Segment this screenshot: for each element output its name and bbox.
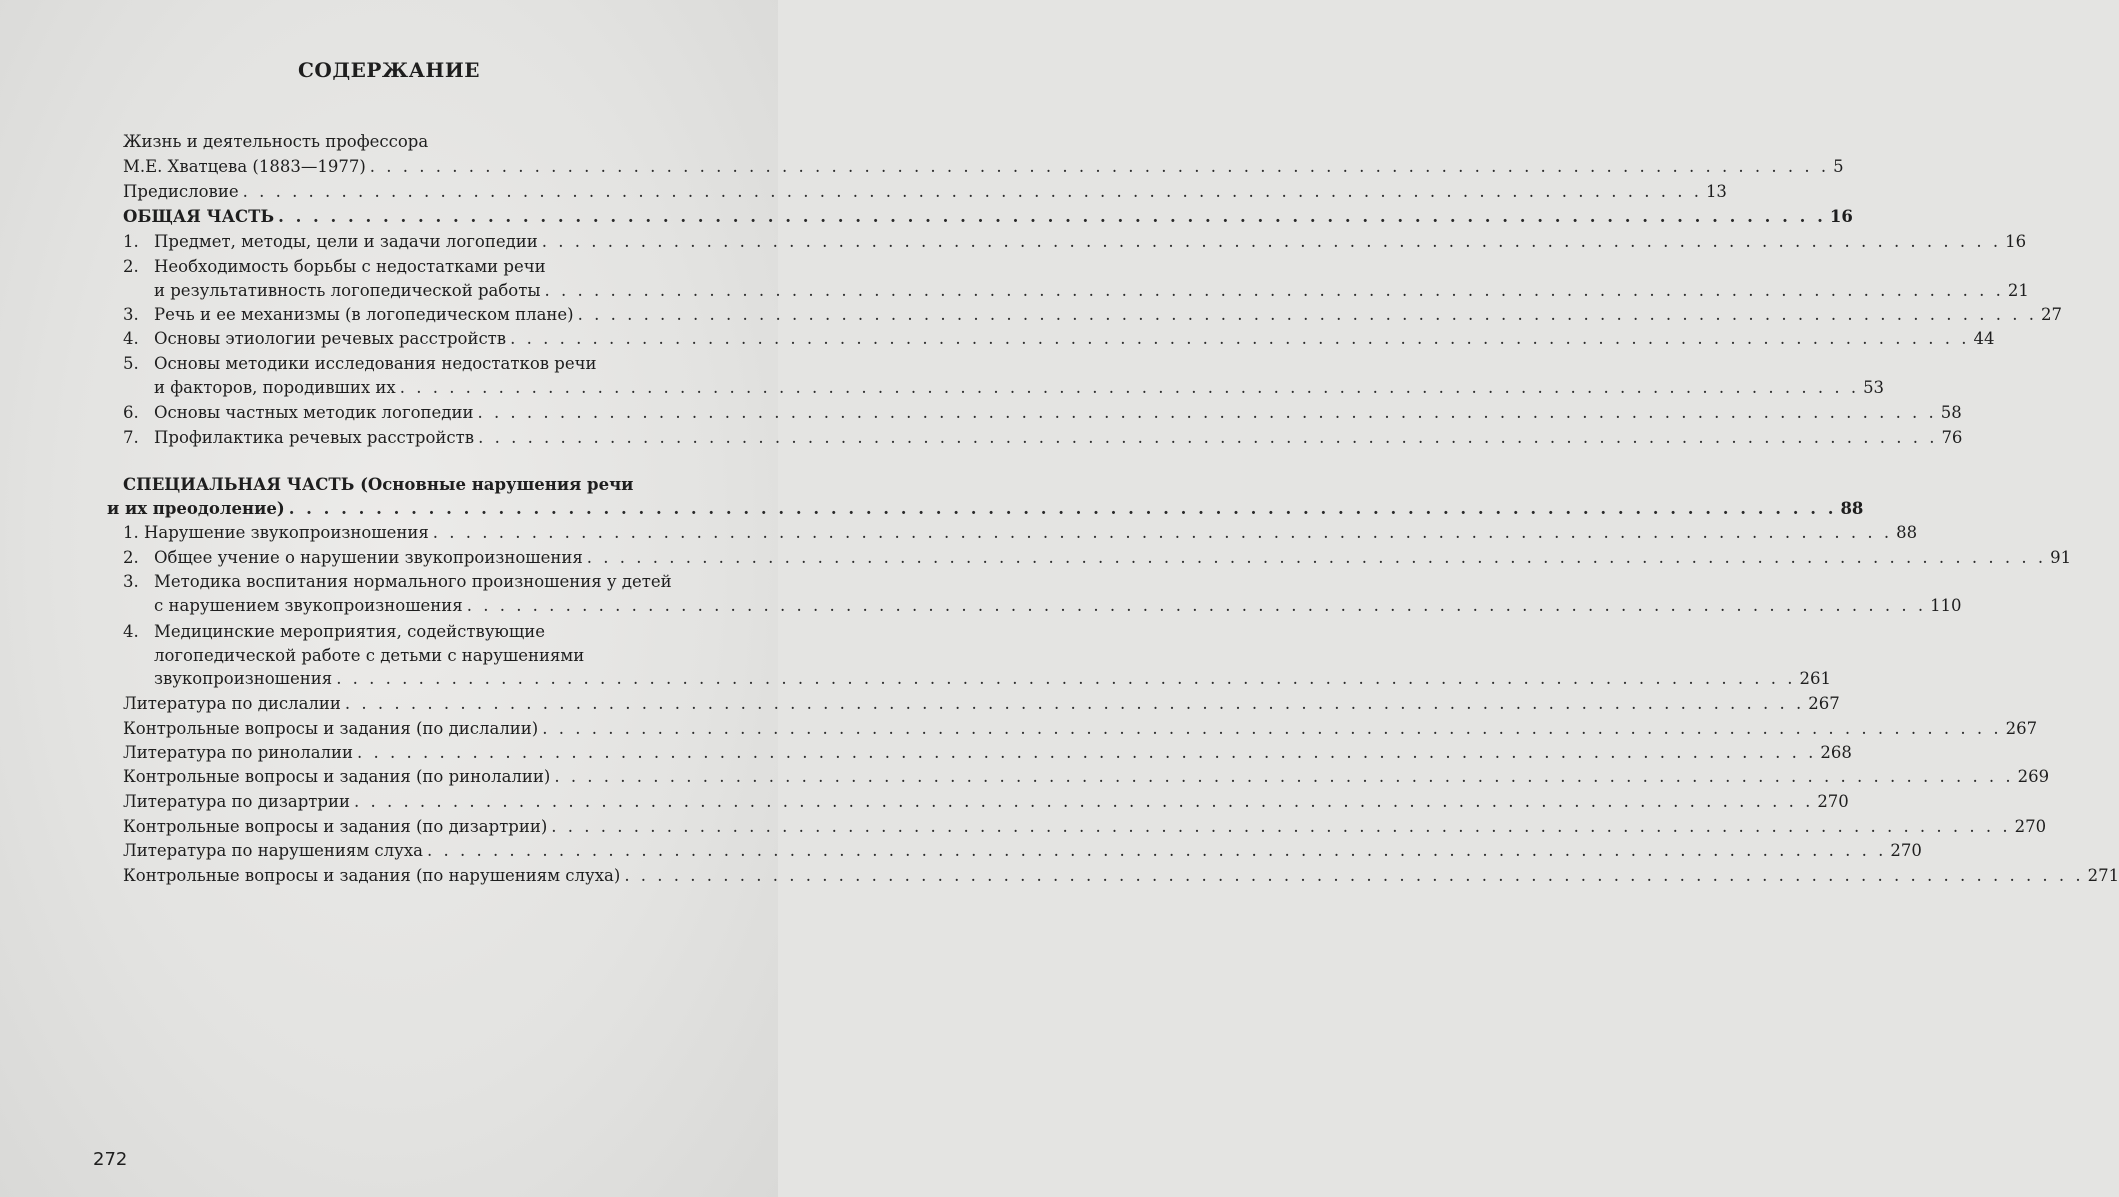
toc-entry-questions-hearing[interactable] <box>123 864 2119 888</box>
toc-entry-special-1[interactable] <box>123 521 1918 545</box>
toc-page-number: 76 <box>1941 428 1963 447</box>
toc-page-number: 53 <box>1863 378 1885 397</box>
toc-page-number: 58 <box>1940 403 1962 422</box>
toc-entry-lit-rhinolalia[interactable] <box>123 741 1852 765</box>
toc-page-number: 88 <box>1896 523 1918 542</box>
toc-special-part-line1: СПЕЦИАЛЬНАЯ ЧАСТЬ (Основные нарушения речи <box>123 475 634 494</box>
toc-page-number: 268 <box>1820 743 1852 762</box>
dot-leader: . . . . . . . . . . . . . . . . . . . . . . . . . . . . . . . . . . . . . . . . . . . . . . . . . . . . . . . . . . . . . . . . . . . . . . . . . . . . . . . . . . . . . . . . . <box>510 329 1970 348</box>
toc-entry-general-5[interactable] <box>154 376 1885 400</box>
toc-entry-general-3[interactable] <box>123 303 2062 327</box>
toc-entry-title: Контрольные вопросы и задания (по нарушениям слуха) <box>123 866 621 885</box>
toc-entry-questions-dysarthria[interactable] <box>123 815 2047 839</box>
toc-entry-special-part[interactable] <box>107 497 1864 521</box>
toc-page-number: 44 <box>1973 329 1995 348</box>
dot-leader: . . . . . . . . . . . . . . . . . . . . . . . . . . . . . . . . . . . . . . . . . . . . . . . . . . . . . . . . . . . . . . . . . . . . . . . . . . . . . . . . . . . . . . . . . <box>551 817 2011 836</box>
toc-entry-title: Профилактика речевых расстройств <box>154 428 475 447</box>
toc-section-title: ОБЩАЯ ЧАСТЬ <box>123 207 275 226</box>
toc-entry-lit-dysarthria[interactable] <box>123 790 1849 814</box>
toc-entry-title: Литература по нарушениям слуха <box>123 841 423 860</box>
dot-leader: . . . . . . . . . . . . . . . . . . . . . . . . . . . . . . . . . . . . . . . . . . . . . . . . . . . . . . . . . . . . . . . . . . . . . . . . . . . . . . . . . . . . . . . . . <box>344 694 1805 713</box>
dot-leader: . . . . . . . . . . . . . . . . . . . . . . . . . . . . . . . . . . . . . . . . . . . . . . . . . . . . . . . . . . . . . . . . . . . . . . . . . . . . . . . . . . . . . . . . . <box>577 305 2037 324</box>
toc-page-number: 270 <box>1890 841 1922 860</box>
toc-entry-general-part[interactable] <box>123 205 1853 229</box>
toc-entry-special-2[interactable] <box>123 546 2072 570</box>
toc-page-number: 16 <box>2005 232 2027 251</box>
toc-item-number: 6. <box>123 403 139 422</box>
toc-entry-title: и факторов, породивших их <box>154 378 396 397</box>
toc-entry-special-4[interactable] <box>154 667 1832 691</box>
toc-entry-title: Основы этиологии речевых расстройств <box>154 329 507 348</box>
toc-entry-title: Литература по дизартрии <box>123 792 350 811</box>
toc-page-number: 270 <box>1817 792 1849 811</box>
toc-page-number: 13 <box>1705 182 1727 201</box>
toc-special-4-line2: логопедической работе с детьми с нарушениями <box>154 646 585 665</box>
toc-special-3-line1 <box>123 570 672 594</box>
toc-entry-lit-dyslalia[interactable] <box>123 692 1840 716</box>
toc-entry-title: Необходимость борьбы с недостатками речи <box>154 257 546 276</box>
toc-entry-title: Основы методики исследования недостатков речи <box>154 354 597 373</box>
dot-leader: . . . . . . . . . . . . . . . . . . . . . . . . . . . . . . . . . . . . . . . . . . . . . . . . . . . . . . . . . . . . . . . . . . . . . . . . . . . . . . . . . . . . . . . . . <box>478 428 1938 447</box>
toc-entry-title: Литература по ринолалии <box>123 743 354 762</box>
toc-entry-title: Общее учение о нарушении звукопроизношения <box>154 548 583 567</box>
toc-entry-title: Основы частных методик логопедии <box>154 403 474 422</box>
toc-entry-title: Литература по дислалии <box>123 694 341 713</box>
toc-item-number: 3. <box>123 305 139 324</box>
toc-general-5-line1 <box>123 352 597 376</box>
toc-page-number: 27 <box>2040 305 2062 324</box>
dot-leader: . . . . . . . . . . . . . . . . . . . . . . . . . . . . . . . . . . . . . . . . . . . . . . . . . . . . . . . . . . . . . . . . . . . . . . . . . . . . . . . . . . . . . . . . . <box>466 596 1927 615</box>
toc-page-number: 91 <box>2050 548 2072 567</box>
toc-entry-title: Речь и ее механизмы (в логопедическом плане) <box>154 305 574 324</box>
dot-leader: . . . . . . . . . . . . . . . . . . . . . . . . . . . . . . . . . . . . . . . . . . . . . . . . . . . . . . . . . . . . . . . . . . . . . . . . . . . . . . . . . . . . . . . . . <box>542 719 2002 738</box>
toc-item-number: 3. <box>123 572 139 591</box>
toc-page-number: 269 <box>2017 767 2050 786</box>
dot-leader: . . . . . . . . . . . . . . . . . . . . . . . . . . . . . . . . . . . . . . . . . . . . . . . . . . . . . . . . . . . . . . . . . . . . . . . . . . . . . . . . . . . . . . . . . <box>477 403 1937 422</box>
toc-page-number: 16 <box>1829 207 1853 226</box>
toc-page-number: 270 <box>2014 817 2047 836</box>
toc-entry-title: звукопроизношения <box>154 669 333 688</box>
toc-entry-title: 1. Нарушение звукопроизношения <box>123 523 429 542</box>
toc-entry-title: Контрольные вопросы и задания (по дислалии) <box>123 719 539 738</box>
toc-bio-line1: Жизнь и деятельность профессора <box>123 132 429 151</box>
toc-entry-title: Предмет, методы, цели и задачи логопедии <box>154 232 538 251</box>
dot-leader: . . . . . . . . . . . . . . . . . . . . . . . . . . . . . . . . . . . . . . . . . . . . . . . . . . . . . . . . . . . . . . . . . . . . . . . . . . . . . . . . . . . . . . . . . <box>357 743 1817 762</box>
toc-entry-title: Предисловие <box>123 182 239 201</box>
toc-entry-questions-dyslalia[interactable] <box>123 717 2038 741</box>
toc-page-number: 271 <box>2087 866 2119 885</box>
toc-page-number: 110 <box>1930 596 1962 615</box>
page-title: СОДЕРЖАНИЕ <box>298 58 480 82</box>
toc-item-number: 1. <box>123 232 139 251</box>
toc-entry-general-2[interactable] <box>154 279 2029 303</box>
toc-entry-general-6[interactable] <box>123 401 1962 425</box>
toc-page-number: 267 <box>2005 719 2038 738</box>
toc-entry-title: Медицинские мероприятия, содействующие <box>154 622 545 641</box>
toc-special-4-line1 <box>123 620 545 644</box>
toc-entry-special-3[interactable] <box>154 594 1962 618</box>
page-number: 272 <box>93 1149 128 1170</box>
dot-leader: . . . . . . . . . . . . . . . . . . . . . . . . . . . . . . . . . . . . . . . . . . . . . . . . . . . . . . . . . . . . . . . . . . . . . . . . . . . . . . . . . . . . . . . . . <box>399 378 1860 397</box>
dot-leader: . . . . . . . . . . . . . . . . . . . . . . . . . . . . . . . . . . . . . . . . . . . . . . . . . . . . . . . . . . . . . . . . . . . . . . . . . . . . . . . . . . . . . . . . . <box>278 207 1826 226</box>
toc-page-number: 5 <box>1833 157 1844 176</box>
dot-leader: . . . . . . . . . . . . . . . . . . . . . . . . . . . . . . . . . . . . . . . . . . . . . . . . . . . . . . . . . . . . . . . . . . . . . . . . . . . . . . . . . . . . . . . . . <box>586 548 2047 567</box>
dot-leader: . . . . . . . . . . . . . . . . . . . . . . . . . . . . . . . . . . . . . . . . . . . . . . . . . . . . . . . . . . . . . . . . . . . . . . . . . . . . . . . . . . . . . . . . . <box>541 232 2002 251</box>
toc-item-number: 5. <box>123 354 139 373</box>
dot-leader: . . . . . . . . . . . . . . . . . . . . . . . . . . . . . . . . . . . . . . . . . . . . . . . . . . . . . . . . . . . . . . . . . . . . . . . . . . . . . . . . . . . . . . . . . <box>432 523 1893 542</box>
dot-leader: . . . . . . . . . . . . . . . . . . . . . . . . . . . . . . . . . . . . . . . . . . . . . . . . . . . . . . . . . . . . . . . . . . . . . . . . . . . . . . . . . . . . . . . . . <box>242 182 1702 201</box>
toc-entry-general-7[interactable] <box>123 426 1963 450</box>
toc-entry-general-4[interactable] <box>123 327 1995 351</box>
toc-section-title: и их преодоление) <box>107 499 285 518</box>
toc-item-number: 4. <box>123 622 139 641</box>
toc-entry-title: с нарушением звукопроизношения <box>154 596 463 615</box>
toc-entry-lit-hearing[interactable] <box>123 839 1922 863</box>
toc-page-number: 21 <box>2007 281 2029 300</box>
dot-leader: . . . . . . . . . . . . . . . . . . . . . . . . . . . . . . . . . . . . . . . . . . . . . . . . . . . . . . . . . . . . . . . . . . . . . . . . . . . . . . . . . . . . . . . . . <box>369 157 1830 176</box>
toc-entry-general-1[interactable] <box>123 230 2027 254</box>
dot-leader: . . . . . . . . . . . . . . . . . . . . . . . . . . . . . . . . . . . . . . . . . . . . . . . . . . . . . . . . . . . . . . . . . . . . . . . . . . . . . . . . . . . . . . . . . <box>353 792 1814 811</box>
toc-page-number: 261 <box>1799 669 1832 688</box>
toc-entry-title: и результативность логопедической работы <box>154 281 541 300</box>
toc-item-number: 2. <box>123 257 139 276</box>
dot-leader: . . . . . . . . . . . . . . . . . . . . . . . . . . . . . . . . . . . . . . . . . . . . . . . . . . . . . . . . . . . . . . . . . . . . . . . . . . . . . . . . . . . . . . . . . <box>544 281 2004 300</box>
toc-entry-title: Методика воспитания нормального произношения у детей <box>154 572 672 591</box>
toc-entry-title: Контрольные вопросы и задания (по дизартрии) <box>123 817 548 836</box>
toc-page-number: 88 <box>1840 499 1864 518</box>
toc-item-number: 7. <box>123 428 139 447</box>
dot-leader: . . . . . . . . . . . . . . . . . . . . . . . . . . . . . . . . . . . . . . . . . . . . . . . . . . . . . . . . . . . . . . . . . . . . . . . . . . . . . . . . . . . . . . . . . <box>336 669 1796 688</box>
toc-entry-title: Контрольные вопросы и задания (по ринолалии) <box>123 767 551 786</box>
toc-general-2-line1 <box>123 255 546 279</box>
toc-item-number: 2. <box>123 548 139 567</box>
toc-entry-preface[interactable] <box>123 180 1727 204</box>
dot-leader: . . . . . . . . . . . . . . . . . . . . . . . . . . . . . . . . . . . . . . . . . . . . . . . . . . . . . . . . . . . . . . . . . . . . . . . . . . . . . . . . . . . . . . . . . <box>288 499 1837 518</box>
toc-entry-title: М.Е. Хватцева (1883—1977) <box>123 157 366 176</box>
toc-page-number: 267 <box>1808 694 1840 713</box>
dot-leader: . . . . . . . . . . . . . . . . . . . . . . . . . . . . . . . . . . . . . . . . . . . . . . . . . . . . . . . . . . . . . . . . . . . . . . . . . . . . . . . . . . . . . . . . . <box>554 767 2014 786</box>
toc-entry-questions-rhinolalia[interactable] <box>123 765 2050 789</box>
dot-leader: . . . . . . . . . . . . . . . . . . . . . . . . . . . . . . . . . . . . . . . . . . . . . . . . . . . . . . . . . . . . . . . . . . . . . . . . . . . . . . . . . . . . . . . . . <box>426 841 1887 860</box>
toc-item-number: 4. <box>123 329 139 348</box>
toc-entry-bio[interactable] <box>123 155 1844 179</box>
dot-leader: . . . . . . . . . . . . . . . . . . . . . . . . . . . . . . . . . . . . . . . . . . . . . . . . . . . . . . . . . . . . . . . . . . . . . . . . . . . . . . . . . . . . . . . . . <box>624 866 2084 885</box>
